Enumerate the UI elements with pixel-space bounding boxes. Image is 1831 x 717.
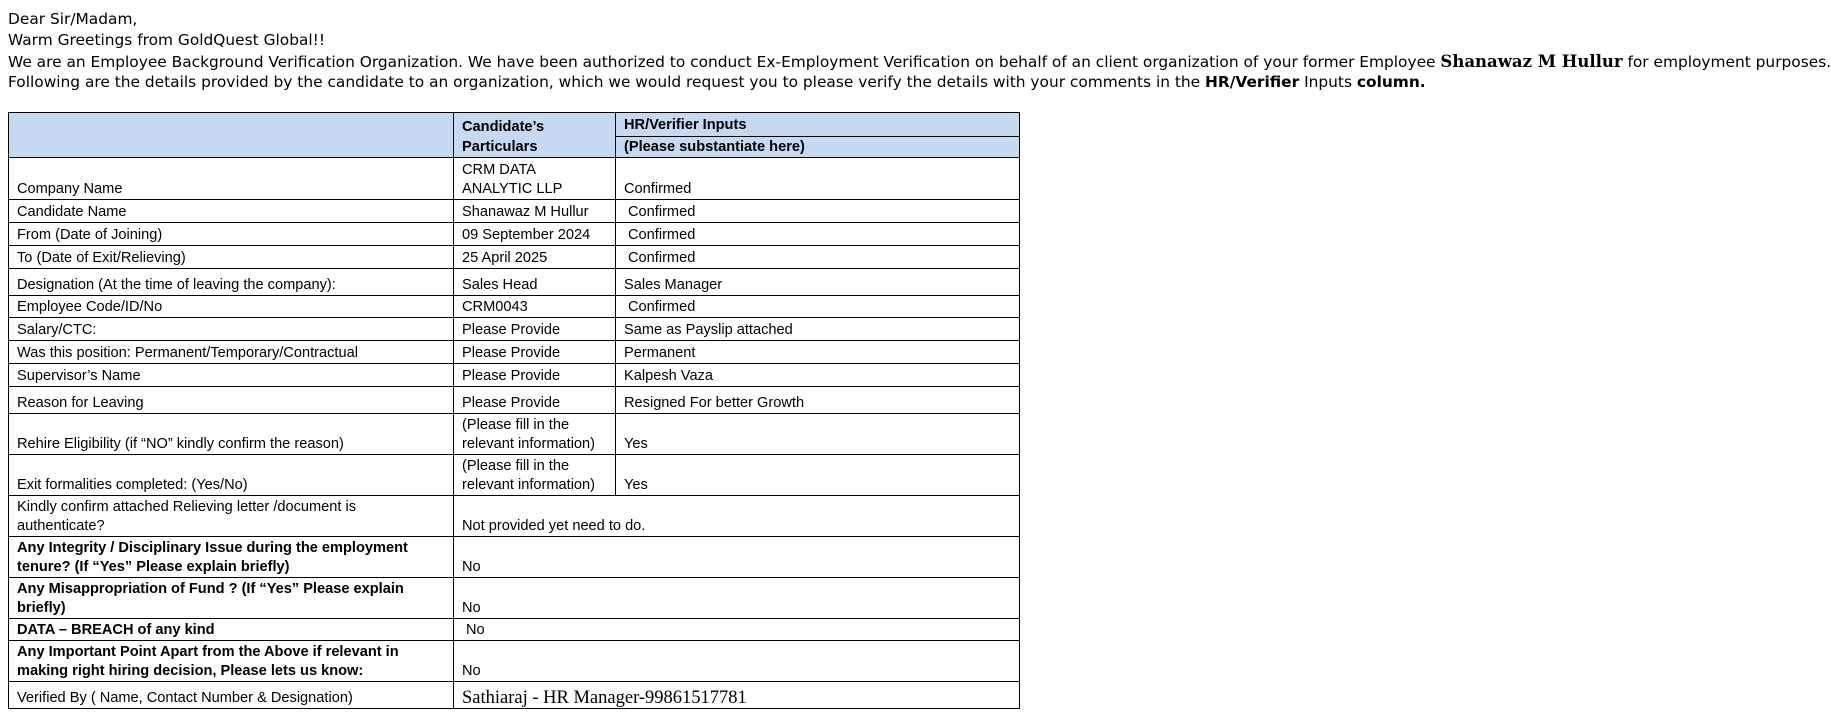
row-candidate-value: Please Provide (454, 387, 616, 414)
table-row (9, 246, 1020, 269)
table-row-merged (9, 641, 1020, 682)
row-candidate-value: 09 September 2024 (454, 223, 616, 246)
row-candidate-value: Shanawaz M Hullur (454, 200, 616, 223)
row-candidate-value: (Please fill in the relevant information) (454, 414, 616, 455)
row-label: Candidate Name (9, 200, 454, 223)
table-row (9, 296, 1020, 318)
table-row-merged (9, 619, 1020, 641)
header-candidate-line2: Particulars (462, 139, 538, 155)
table-row (9, 414, 1020, 455)
request-bold-column: column. (1356, 73, 1426, 91)
merged-row-value: No (454, 578, 1020, 619)
row-verifier-value: Yes (616, 414, 1020, 455)
greeting-line: Dear Sir/Madam, (8, 10, 138, 28)
row-candidate-value: CRM0043 (454, 296, 616, 318)
row-verifier-text: Confirmed (628, 250, 696, 266)
header-verifier-line2: (Please substantiate here) (616, 136, 1019, 157)
row-label: To (Date of Exit/Relieving) (9, 246, 454, 269)
table-row (9, 318, 1020, 341)
table-header-row (9, 113, 1020, 158)
row-candidate-value: Please Provide (454, 341, 616, 364)
row-verifier-value: Yes (616, 455, 1020, 496)
row-candidate-value: (Please fill in the relevant information) (454, 455, 616, 496)
row-label: Employee Code/ID/No (9, 296, 454, 318)
row-label: Company Name (9, 158, 454, 200)
row-verifier-value: Permanent (616, 341, 1020, 364)
request-text: Following are the details provided by the candidate to an organization, which we would request you to please verify the details with your comments in the (8, 73, 1206, 91)
row-label: Supervisor’s Name (9, 364, 454, 387)
request-line (8, 72, 1831, 93)
row-verifier-value: Kalpesh Vaza (616, 364, 1020, 387)
merged-row-value (454, 619, 1020, 641)
merged-row-value: No (454, 537, 1020, 578)
authorization-suffix: for employment purposes. (1622, 53, 1831, 71)
table-row (9, 341, 1020, 364)
verification-table (8, 112, 1020, 709)
header-verifier-line1: HR/Verifier Inputs (624, 117, 747, 133)
table-row (9, 200, 1020, 223)
table-row (9, 364, 1020, 387)
table-row-merged (9, 578, 1020, 619)
authorization-line (8, 51, 1831, 72)
header-candidate-line1: Candidate’s (462, 119, 545, 135)
table-row (9, 387, 1020, 414)
row-candidate-value: CRM DATA ANALYTIC LLP (454, 158, 616, 200)
row-candidate-value: Please Provide (454, 364, 616, 387)
row-verifier-value: Resigned For better Growth (616, 387, 1020, 414)
row-candidate-value: Please Provide (454, 318, 616, 341)
merged-row-label: Kindly confirm attached Relieving letter /document is authenticate? (9, 496, 454, 537)
row-verifier-text: Confirmed (628, 299, 696, 315)
header-candidate-cell (454, 113, 616, 158)
verified-by-label: Verified By ( Name, Contact Number & Designation) (9, 682, 454, 709)
table-row (9, 223, 1020, 246)
verified-by-value: Sathiaraj - HR Manager-99861517781 (454, 682, 1020, 709)
request-bold-hr: HR/Verifier (1205, 73, 1300, 91)
authorization-text: We are an Employee Background Verification Organization. We have been authorized to conduct Ex-Employment Verification on behalf of an client organization of your former Employee (8, 53, 1441, 71)
row-candidate-value: Sales Head (454, 269, 616, 296)
merged-row-label: Any Important Point Apart from the Above if relevant in making right hiring decision, Please lets us know: (9, 641, 454, 682)
row-label: From (Date of Joining) (9, 223, 454, 246)
row-verifier-value (616, 200, 1020, 223)
warm-greetings-line: Warm Greetings from GoldQuest Global!! (8, 31, 326, 49)
row-label: Reason for Leaving (9, 387, 454, 414)
employee-name: Shanawaz M Hullur (1440, 52, 1623, 71)
request-mid: Inputs (1299, 73, 1357, 91)
row-verifier-value: Sales Manager (616, 269, 1020, 296)
table-row-merged (9, 496, 1020, 537)
table-row-merged (9, 537, 1020, 578)
merged-row-label: Any Integrity / Disciplinary Issue during the employment tenure? (If “Yes” Please explain briefly) (9, 537, 454, 578)
merged-row-value: No (454, 641, 1020, 682)
email-intro (8, 9, 1831, 93)
row-verifier-text: Confirmed (628, 227, 696, 243)
row-label: Rehire Eligibility (if “NO” kindly confirm the reason) (9, 414, 454, 455)
row-label: Was this position: Permanent/Temporary/Contractual (9, 341, 454, 364)
row-verifier-value: Confirmed (616, 158, 1020, 200)
row-label: Salary/CTC: (9, 318, 454, 341)
row-verifier-text: Confirmed (628, 204, 696, 220)
table-row (9, 158, 1020, 200)
row-candidate-value: 25 April 2025 (454, 246, 616, 269)
row-verifier-value: Same as Payslip attached (616, 318, 1020, 341)
verified-by-row (9, 682, 1020, 709)
row-label: Designation (At the time of leaving the company): (9, 269, 454, 296)
header-label-cell (9, 113, 454, 158)
table-row (9, 269, 1020, 296)
merged-row-value-text: No (466, 622, 485, 638)
row-verifier-value (616, 246, 1020, 269)
merged-row-label: Any Misappropriation of Fund ? (If “Yes” Please explain briefly) (9, 578, 454, 619)
row-label: Exit formalities completed: (Yes/No) (9, 455, 454, 496)
header-verifier-cell (616, 113, 1020, 158)
row-verifier-value (616, 223, 1020, 246)
row-verifier-value (616, 296, 1020, 318)
merged-row-label: DATA – BREACH of any kind (9, 619, 454, 641)
table-row (9, 455, 1020, 496)
merged-row-value: Not provided yet need to do. (454, 496, 1020, 537)
